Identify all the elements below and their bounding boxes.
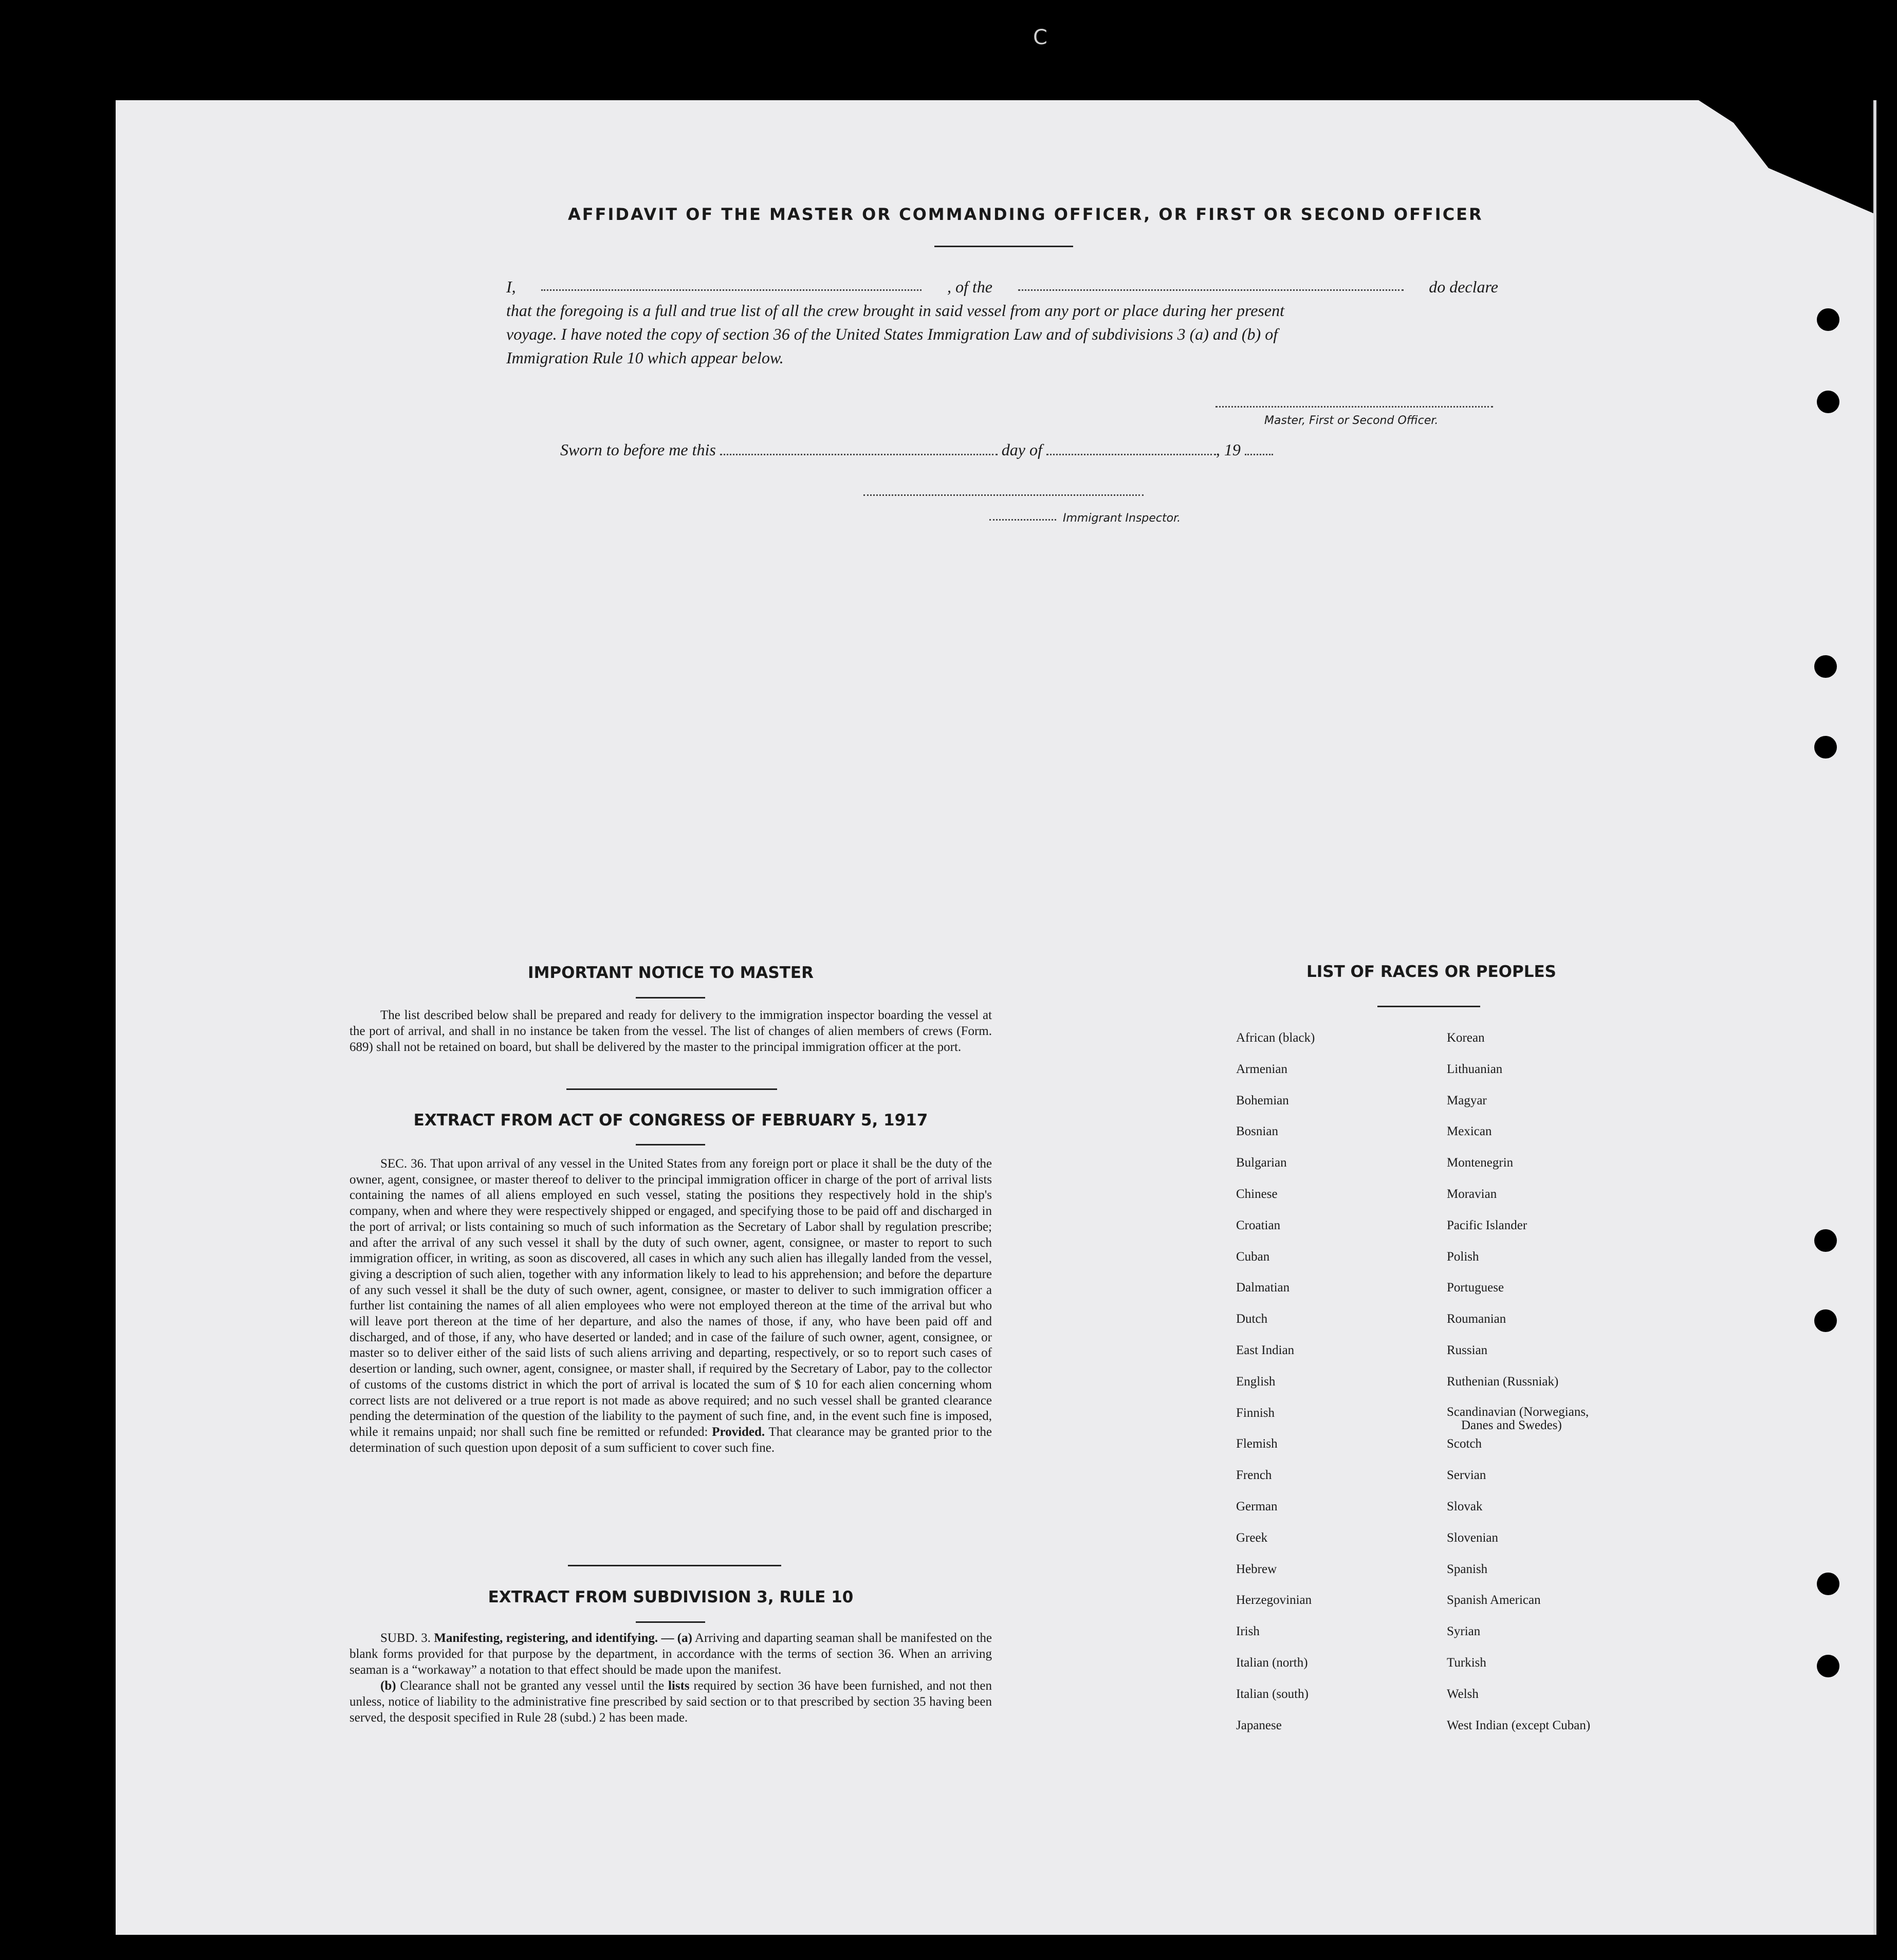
act-provided: Provided. [712, 1425, 765, 1439]
act-text [349, 1156, 992, 1456]
race-item: Irish [1236, 1624, 1260, 1639]
punch-hole [1817, 1573, 1839, 1595]
punch-hole [1814, 655, 1837, 678]
affidavit-title: AFFIDAVIT OF THE MASTER OR COMMANDING OFFICER, OR FIRST OR SECOND OFFICER [568, 205, 1483, 224]
punch-hole [1814, 1229, 1837, 1252]
rule-text [349, 1630, 992, 1726]
races-rule [1377, 1006, 1480, 1007]
race-item: African (black) [1236, 1031, 1315, 1045]
race-item: Japanese [1236, 1718, 1282, 1732]
race-item: Dutch [1236, 1312, 1268, 1326]
race-item: Bulgarian [1236, 1156, 1287, 1170]
subd-dash: — [661, 1631, 674, 1645]
affidavit-text-line [506, 346, 1498, 369]
race-item: Welsh [1447, 1687, 1479, 1701]
race-item: East Indian [1236, 1343, 1295, 1357]
punch-hole [1814, 1309, 1837, 1332]
declaration-line [506, 275, 1498, 299]
divider [568, 1565, 781, 1566]
notice-text [349, 1007, 992, 1055]
subd-b-text-end: required by section 36 have been furnished, and not then unless, notice of liability to the administrative fine prescribed by said section or to that prescribed by section 35 having been served, the desposit specified in Rule 28 (subd.) 2 has been made. [349, 1679, 992, 1725]
race-item: Polish [1447, 1249, 1479, 1264]
race-item: Herzegovinian [1236, 1593, 1312, 1607]
race-item: Italian (south) [1236, 1687, 1309, 1701]
race-item: Roumanian [1447, 1312, 1506, 1326]
race-item: Mexican [1447, 1124, 1492, 1139]
races-title: LIST OF RACES OR PEOPLES [1306, 963, 1557, 981]
top-mark: C [1033, 26, 1047, 49]
race-item: Chinese [1236, 1187, 1278, 1201]
divider [566, 1088, 777, 1090]
race-item: French [1236, 1468, 1272, 1483]
act-paragraph [349, 1156, 992, 1456]
affidavit-body [506, 275, 1498, 369]
master-signature-label: Master, First or Second Officer. [1264, 414, 1439, 427]
master-signature-field[interactable] [1215, 406, 1493, 408]
act-title: EXTRACT FROM ACT OF CONGRESS OF FEBRUARY 5, 1917 [413, 1111, 928, 1130]
day-field[interactable] [720, 439, 998, 455]
vessel-field[interactable] [1018, 275, 1404, 291]
race-item: Turkish [1447, 1655, 1486, 1670]
race-item: Korean [1447, 1031, 1485, 1045]
race-item: Italian (north) [1236, 1655, 1308, 1670]
race-item: Lithuanian [1447, 1062, 1503, 1076]
race-item: Magyar [1447, 1093, 1487, 1107]
subd-heading: Manifesting, registering, and identifying. [434, 1631, 658, 1645]
race-item: Slovenian [1447, 1530, 1498, 1545]
sworn-label: Sworn to before me this [560, 440, 716, 459]
race-item: Syrian [1447, 1624, 1481, 1639]
race-item: Croatian [1236, 1218, 1281, 1232]
race-item: Greek [1236, 1530, 1268, 1545]
affidavit-text: voyage. I have noted the copy of section 36 of the United States Immigration Law and of subdivisions 3 (a) and (b) of [506, 325, 1278, 343]
race-item: English [1236, 1374, 1276, 1389]
subd-b-label: (b) [380, 1679, 396, 1693]
act-body-end: That clearance may be granted prior to the determination of such question upon deposit of a sum sufficient to cover such fine. [349, 1425, 992, 1455]
i-label: I, [506, 278, 516, 296]
race-item: Dalmatian [1236, 1281, 1290, 1295]
subd-a-text: Arriving and daparting seaman shall be manifested on the blank forms provided for that purpose by the department, in accordance with the terms of section 36. When an arriving seaman is a “workaway” a notation to that effect should be made upon the manifest. [349, 1631, 992, 1677]
races-left-column [1236, 1030, 1315, 1749]
sworn-line [560, 439, 1273, 459]
inspector-dots [989, 519, 1056, 521]
inspector-label: Immigrant Inspector. [1063, 512, 1181, 525]
notice-paragraph: The list described below shall be prepared and ready for delivery to the immigration inspector boarding the vessel at the port of arrival, and shall in no instance be taken from the vessel. The list of changes of alien members of crews (Form. 689) shall not be retained on board, but shall be delivered by the master to the principal immigration officer at the port. [349, 1008, 992, 1054]
race-item: Moravian [1447, 1187, 1497, 1201]
rule-rule [636, 1621, 705, 1623]
race-item: Slovak [1447, 1499, 1483, 1513]
year-prefix: , 19 [1215, 440, 1241, 459]
rule-para-b [349, 1678, 992, 1726]
year-field[interactable] [1245, 439, 1273, 455]
races-right-column [1447, 1030, 1590, 1749]
race-item: Bosnian [1236, 1124, 1278, 1139]
race-item: German [1236, 1499, 1278, 1513]
do-declare-label: do declare [1429, 278, 1498, 296]
rule-para-a [349, 1630, 992, 1678]
race-item: Bohemian [1236, 1093, 1289, 1107]
affidavit-text: that the foregoing is a full and true list of all the crew brought in said vessel from any port or place during her present [506, 301, 1284, 320]
race-item: Servian [1447, 1468, 1486, 1483]
punch-hole [1814, 736, 1837, 759]
inspector-signature-field[interactable] [863, 494, 1144, 496]
subd-a-label: (a) [677, 1631, 692, 1645]
punch-hole [1817, 1655, 1839, 1677]
affidavit-text: Immigration Rule 10 which appear below. [506, 348, 784, 367]
race-item [1447, 1406, 1590, 1437]
race-item-cont: Danes and Swedes) [1461, 1418, 1562, 1432]
race-item: Armenian [1236, 1062, 1287, 1076]
punch-hole [1817, 391, 1839, 413]
rule-title: EXTRACT FROM SUBDIVISION 3, RULE 10 [488, 1588, 854, 1606]
race-item: Finnish [1236, 1406, 1275, 1420]
act-body: SEC. 36. That upon arrival of any vessel in the United States from any foreign port or place it shall be the duty of the owner, agent, consignee, or master thereof to deliver to the principal immigration officer in charge of the port of arrival lists containing the names of all aliens employed en such vessel, stating the positions they respectively hold in the ship's company, when and where they were respectively shipped or engaged, and specifying those to be paid off and discharged in the port of arrival; or lists containing so much of such information as the Secretary of Labor shall by regulation prescribe; and after the arrival of any such vessel it shall by the duty of such owner, agent, consignee, or master to report to such immigration officer, in writing, as soon as discovered, all cases in which any such alien has illegally landed from the vessel, giving a description of such alien, together with any information likely to lead to his apprehension; and before the departure of any such vessel it shall be the duty of such owner, agent, consignee, or master to deliver to such immigration officer a further list containing the names of all alien employees who were not employed thereon at the time of the arrival but who will leave port thereon at the time of her departure, and also the names of those, if any, who have been paid off and discharged, and of those, if any, who have deserted or landed; and in case of the failure of such owner, agent, consignee, or master so to deliver either of the said lists of such aliens arriving and departing, respectively, or so to report such cases of desertion or landing, such owner, agent, consignee, or master shall, if required by the Secretary of Labor, pay to the collector of customs of the customs district in which the port of arrival is located the sum of $ 10 for each alien concerning whom correct lists are not delivered or a true report is not made as above required; and no such vessel shall be granted clearance pending the determination of the question of the liability to the payment of such fine, and, in the event such fine is imposed, while it remains unpaid; nor shall such fine be remitted or refunded: [349, 1157, 992, 1439]
race-item: Russian [1447, 1343, 1488, 1357]
subd-label: SUBD. 3. [380, 1631, 431, 1645]
race-item: Spanish [1447, 1562, 1488, 1576]
race-item: Montenegrin [1447, 1156, 1514, 1170]
race-item: Portuguese [1447, 1281, 1504, 1295]
subd-b-lists: lists [668, 1679, 690, 1693]
race-item-text: Scandinavian (Norwegians, [1447, 1404, 1589, 1419]
race-item: Scotch [1447, 1437, 1482, 1451]
race-item: Ruthenian (Russniak) [1447, 1374, 1559, 1389]
race-item: Cuban [1236, 1249, 1270, 1264]
affidavit-text-line [506, 322, 1498, 346]
race-item: Flemish [1236, 1437, 1278, 1451]
race-item: West Indian (except Cuban) [1447, 1718, 1591, 1732]
name-field[interactable] [541, 275, 922, 291]
notice-rule [636, 997, 705, 999]
title-rule [934, 246, 1073, 247]
race-item: Hebrew [1236, 1562, 1277, 1576]
of-the-label: , of the [947, 278, 992, 296]
subd-b-text: Clearance shall not be granted any vessel until the [400, 1679, 665, 1693]
day-of-label: day of [1001, 440, 1042, 459]
punch-hole [1817, 308, 1839, 331]
race-item: Spanish American [1447, 1593, 1541, 1607]
month-field[interactable] [1046, 439, 1216, 455]
act-rule [636, 1144, 705, 1145]
notice-title: IMPORTANT NOTICE TO MASTER [528, 964, 814, 982]
affidavit-text-line [506, 299, 1498, 322]
race-item: Pacific Islander [1447, 1218, 1527, 1232]
